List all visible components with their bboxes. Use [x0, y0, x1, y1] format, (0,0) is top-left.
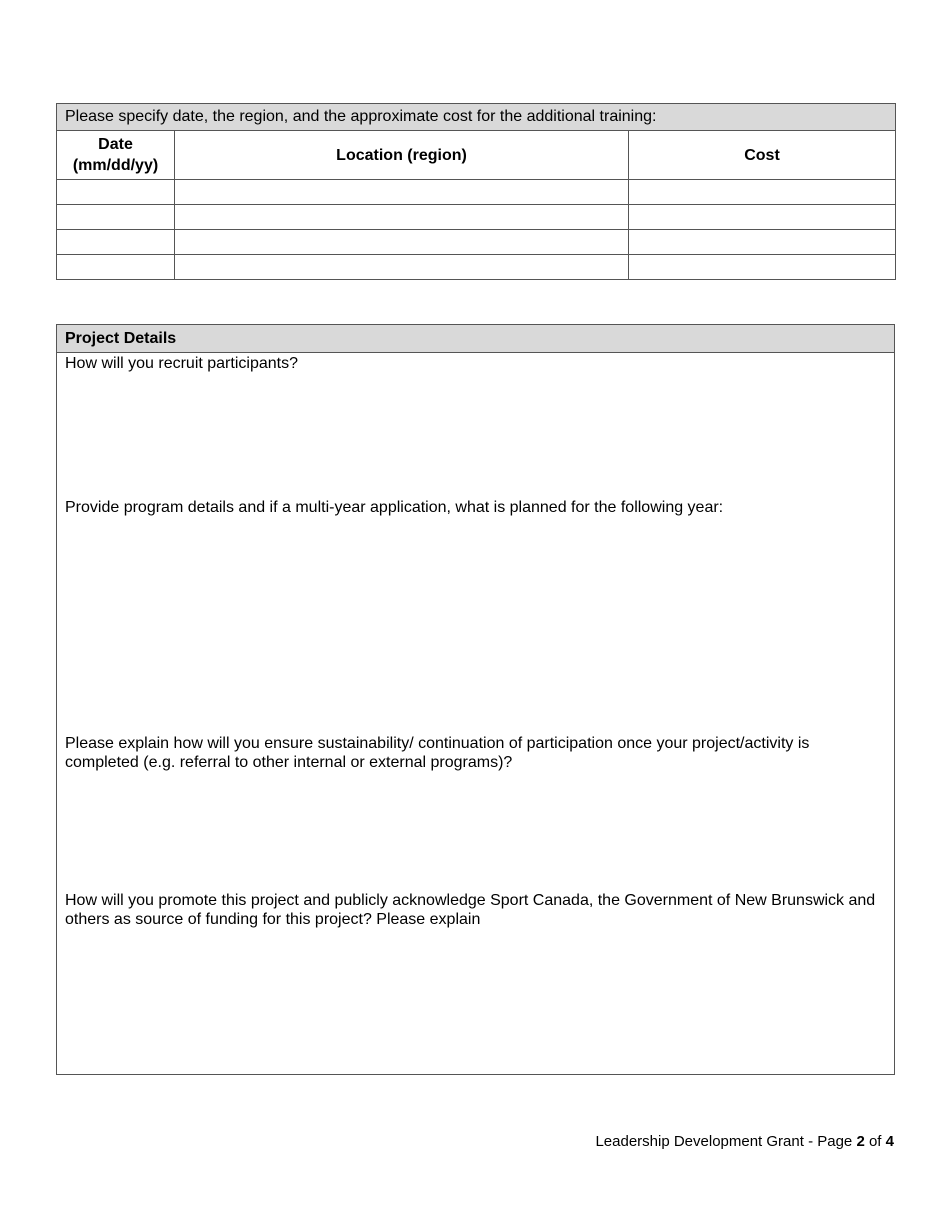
footer-text: Leadership Development Grant - Page [595, 1133, 853, 1150]
column-header-date-label: Date [98, 136, 133, 153]
footer-of-label: of [868, 1133, 882, 1150]
column-header-date [57, 131, 175, 180]
promotion-question: How will you promote this project and publicly acknowledge Sport Canada, the Government of New Brunswick and others as source of funding for this project? Please explain [65, 892, 876, 928]
project-details-section [56, 324, 895, 1075]
column-header-date-format: (mm/dd/yy) [72, 157, 159, 174]
cost-cell[interactable] [629, 205, 896, 230]
date-cell[interactable] [57, 230, 175, 255]
column-header-cost: Cost [629, 131, 896, 180]
page-footer [595, 1133, 894, 1150]
footer-page-total: 4 [885, 1133, 894, 1150]
cost-cell[interactable] [629, 255, 896, 280]
table-column-headers [57, 131, 896, 180]
date-cell[interactable] [57, 180, 175, 205]
cost-cell[interactable] [629, 230, 896, 255]
location-cell[interactable] [175, 255, 629, 280]
table-instruction: Please specify date, the region, and the approximate cost for the additional training: [57, 104, 896, 131]
cost-cell[interactable] [629, 180, 896, 205]
table-row [57, 180, 896, 205]
project-details-title: Project Details [57, 325, 894, 353]
training-cost-table [56, 103, 896, 280]
recruit-question: How will you recruit participants? [65, 355, 298, 372]
column-header-location: Location (region) [175, 131, 629, 180]
table-row [57, 255, 896, 280]
location-cell[interactable] [175, 205, 629, 230]
table-instruction-row [57, 104, 896, 131]
table-row [57, 205, 896, 230]
sustainability-question: Please explain how will you ensure sustainability/ continuation of participation once your project/activity is completed (e.g. referral to other internal or external programs)? [65, 735, 810, 771]
location-cell[interactable] [175, 180, 629, 205]
footer-page-current: 2 [856, 1133, 865, 1150]
table-row [57, 230, 896, 255]
program-details-question: Provide program details and if a multi-year application, what is planned for the following year: [65, 499, 724, 516]
date-cell[interactable] [57, 205, 175, 230]
location-cell[interactable] [175, 230, 629, 255]
date-cell[interactable] [57, 255, 175, 280]
